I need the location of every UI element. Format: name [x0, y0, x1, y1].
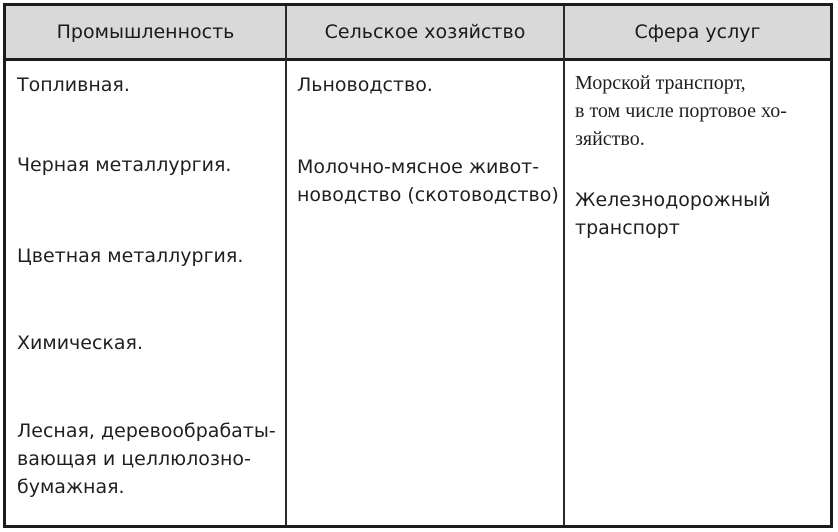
header-agriculture: Сельское хозяйство	[324, 21, 526, 43]
table-header-row	[6, 6, 830, 61]
industry-item: Лесная, деревообрабаты- вающая и целлюлозно- бумажная.	[17, 420, 276, 498]
agriculture-item: Льноводство.	[297, 74, 433, 96]
industry-item: Черная металлургия.	[17, 154, 232, 176]
agriculture-column	[297, 61, 559, 521]
table	[3, 3, 833, 528]
industry-item: Топливная.	[17, 74, 130, 96]
header-industry: Промышленность	[56, 21, 235, 43]
industry-item: Цветная металлургия.	[17, 245, 244, 267]
industry-column	[17, 61, 279, 521]
column-divider	[563, 6, 565, 525]
header-services: Сфера услуг	[634, 21, 761, 43]
agriculture-item: Молочно-мясное живот- новодство (скотоводство)	[297, 156, 559, 206]
industry-item: Химическая.	[17, 332, 143, 354]
column-divider	[285, 6, 287, 525]
services-column	[575, 61, 827, 521]
services-item: Морской транспорт, в том числе портовое хо- зяйство.	[575, 72, 787, 150]
services-item: Железнодорожный транспорт	[575, 189, 771, 239]
